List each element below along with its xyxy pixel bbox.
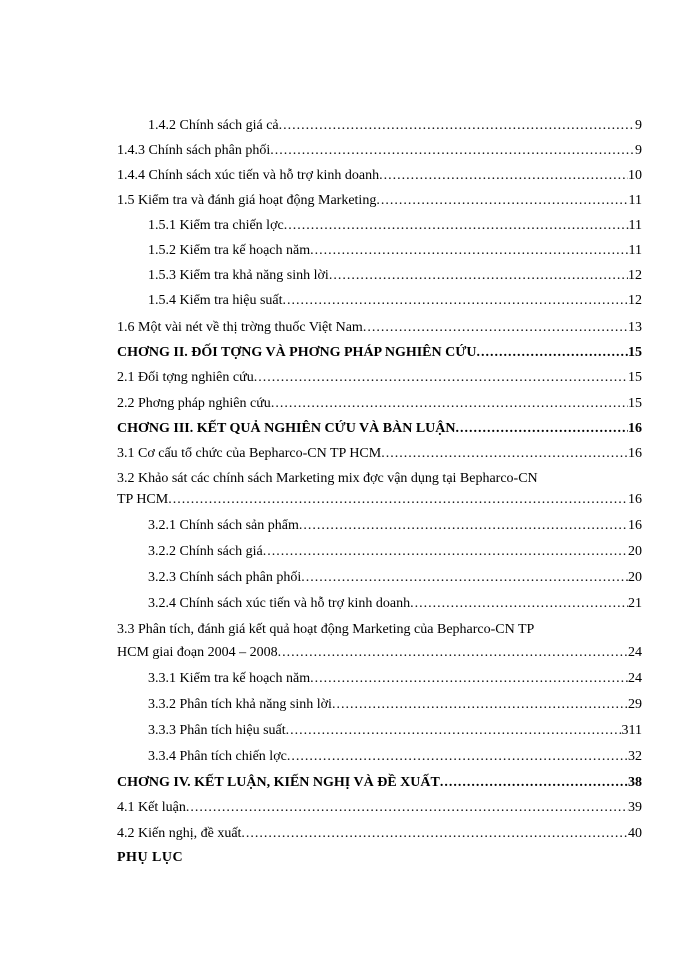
toc-entry-page: 39 [628,800,642,815]
dot-leader [440,775,628,791]
dot-leader [456,421,628,437]
toc-entry-page: 12 [628,293,642,308]
dot-leader [310,243,628,259]
toc-entry-page: 9 [635,118,642,133]
toc-entry-page: 15 [628,396,642,411]
dot-leader [284,218,629,234]
dot-leader [299,518,628,534]
toc-chapter[interactable] [117,419,642,437]
toc-entry-page: 29 [628,697,642,712]
toc-entry-title: 3.2 Khảo sát các chính sách Marketing mix đợc vận dụng tại Bepharco-CN [117,471,538,486]
toc-entry-page: 24 [628,671,642,686]
toc-entry-page: 311 [621,723,642,738]
toc-entry-title: 1.5 Kiểm tra và đánh giá hoạt động Marketing [117,193,377,208]
toc-entry[interactable] [117,824,642,842]
dot-leader [287,749,628,765]
toc-entry-title: 3.3.1 Kiểm tra kế hoạch năm [148,671,311,686]
toc-entry-page: 16 [628,518,642,533]
toc-entry-title: 1.5.2 Kiểm tra kế hoạch năm [148,243,311,258]
dot-leader [254,370,628,386]
toc-chapter-title: CHƠNG III. KẾT QUẢ NGHIÊN CỨU VÀ BÀN LUẬN [117,421,456,436]
dot-leader [310,671,628,687]
toc-entry-page: 15 [628,345,642,360]
toc-entry-title: 1.5.4 Kiểm tra hiệu suất [148,293,283,308]
dot-leader [271,396,628,412]
toc-entry[interactable] [117,318,642,336]
toc-entry-title: 3.1 Cơ cấu tổ chức của Bepharco-CN TP HCM [117,446,382,461]
toc-entry[interactable] [148,516,642,534]
toc-entry-page: 10 [628,168,642,183]
toc-entry[interactable] [148,594,642,612]
toc-entry-title: 1.4.2 Chính sách giá cả [148,118,279,133]
toc-entry[interactable] [148,116,642,134]
toc-entry-page: 16 [628,492,642,507]
toc-entry-title: 3.2.4 Chính sách xúc tiến và hỗ trợ kinh doanh [148,596,411,611]
toc-entry-page: 20 [628,544,642,559]
toc-entry-page: 11 [628,193,642,208]
dot-leader [376,193,628,209]
dot-leader [332,697,628,713]
toc-entry[interactable] [148,266,642,284]
toc-chapter[interactable] [117,343,642,361]
toc-entry[interactable] [148,747,642,765]
toc-entry[interactable] [148,568,642,586]
toc-entry-page: 11 [628,218,642,233]
toc-entry[interactable] [117,368,642,386]
toc-entry-first-line[interactable] [117,469,538,487]
toc-entry-page: 24 [628,645,642,660]
toc-entry-title: 1.4.4 Chính sách xúc tiến và hỗ trợ kinh doanh [117,168,380,183]
toc-entry-page: 16 [628,421,642,436]
dot-leader [301,570,628,586]
toc-entry-page: 12 [628,268,642,283]
toc-entry[interactable] [148,669,642,687]
toc-chapter-title: CHƠNG IV. KẾT LUẬN, KIẾN NGHỊ VÀ ĐỀ XUẤT [117,775,440,790]
toc-entry[interactable] [148,695,642,713]
toc-entry-title: 1.6 Một vài nét về thị trờng thuốc Việt Nam [117,320,363,335]
toc-entry[interactable] [117,394,642,412]
toc-entry[interactable] [117,191,642,209]
toc-entry-page: 15 [628,370,642,385]
dot-leader [186,800,628,816]
toc-entry-page: 9 [635,143,642,158]
dot-leader [379,168,628,184]
toc-entry[interactable] [117,166,642,184]
toc-entry-page: 11 [628,243,642,258]
toc-entry-page: 38 [628,775,642,790]
toc-entry[interactable] [117,141,642,159]
toc-entry-title: 1.4.3 Chính sách phân phối [117,143,271,158]
toc-entry-title-continued: HCM giai đoạn 2004 – 2008 [117,645,278,660]
toc-entry-page: 40 [628,826,642,841]
toc-entry-title: 1.5.1 Kiểm tra chiến lợc [148,218,284,233]
dot-leader [329,268,628,284]
toc-entry[interactable] [117,643,642,661]
toc-entry-title: 4.1 Kết luận [117,800,186,815]
toc-entry-title: 3.3.2 Phân tích khả năng sinh lời [148,697,332,712]
toc-entry[interactable] [148,721,642,739]
toc-entry-title: 3.2.3 Chính sách phân phối [148,570,302,585]
dot-leader [410,596,628,612]
dot-leader [241,826,628,842]
dot-leader [381,446,628,462]
dot-leader [363,320,628,336]
dot-leader [168,492,628,508]
toc-appendix[interactable]: PHỤ LỤC [117,850,184,864]
toc-entry-title: 3.2.2 Chính sách giá [148,544,263,559]
dot-leader [279,118,635,134]
toc-entry-title: 3.3.4 Phân tích chiến lợc [148,749,287,764]
toc-entry-page: 32 [628,749,642,764]
toc-chapter[interactable] [117,773,642,791]
dot-leader [278,645,628,661]
toc-entry[interactable] [117,798,642,816]
toc-entry-title: 4.2 Kiến nghị, đề xuất [117,826,242,841]
toc-entry[interactable] [117,444,642,462]
toc-entry[interactable] [148,291,642,309]
toc-entry-title: 3.3.3 Phân tích hiệu suất [148,723,286,738]
toc-entry[interactable] [148,216,642,234]
dot-leader [477,345,629,361]
toc-entry[interactable] [117,490,642,508]
toc-entry-title: 1.5.3 Kiểm tra khả năng sinh lời [148,268,329,283]
dot-leader [286,723,622,739]
toc-entry-title: 2.1 Đối tợng nghiên cứu [117,370,254,385]
toc-entry-page: 16 [628,446,642,461]
toc-entry-page: 21 [628,596,642,611]
toc-entry-first-line[interactable] [117,620,534,638]
toc-entry-title: 3.2.1 Chính sách sản phẩm [148,518,299,533]
toc-entry-title: 2.2 Phơng pháp nghiên cứu [117,396,271,411]
dot-leader [263,544,628,560]
toc-entry[interactable] [148,542,642,560]
dot-leader [283,293,628,309]
toc-entry[interactable] [148,241,642,259]
toc-entry-title: 3.3 Phân tích, đánh giá kết quả hoạt động Marketing của Bepharco-CN TP [117,622,535,637]
toc-chapter-title: CHƠNG II. ĐỐI TỢNG VÀ PHƠNG PHÁP NGHIÊN CỨU [117,345,477,360]
dot-leader [270,143,635,159]
toc-entry-title-continued: TP HCM [117,492,169,507]
toc-entry-page: 13 [628,320,642,335]
toc-entry-page: 20 [628,570,642,585]
